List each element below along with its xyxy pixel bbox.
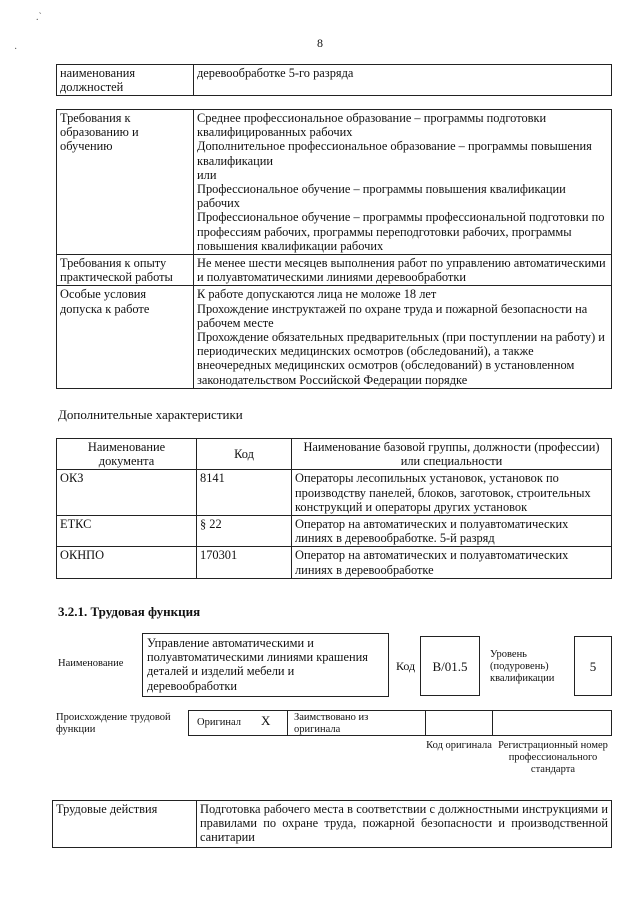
- table-row: [57, 65, 612, 96]
- column-header: Наименование документа: [57, 439, 197, 470]
- table-row: [57, 547, 612, 578]
- table-cell: Операторы лесопильных установок, установок по производству панелей, блоков, заготовок, строительных конструкций и операторы других установок: [292, 470, 612, 516]
- top-table-value: деревообработке 5-го разряда: [194, 65, 612, 96]
- original-mark: X: [261, 713, 271, 728]
- requirements-table: [56, 109, 612, 389]
- scan-mark: ·: [14, 44, 18, 55]
- table-cell: ЕТКС: [57, 516, 197, 547]
- code-original-caption: Код оригинала: [426, 740, 492, 751]
- registration-number-caption: Регистрационный номер профессионального стандарта: [498, 740, 608, 775]
- scan-mark: .`: [36, 12, 42, 23]
- function-heading: 3.2.1. Трудовая функция: [58, 604, 201, 619]
- origin-label: Происхождение трудовой функции: [56, 712, 171, 735]
- actions-table: [52, 800, 612, 848]
- qualification-level-box: [574, 636, 612, 696]
- text-line: Прохождение инструктажей по охране труда и пожарной безопасности на рабочем месте: [197, 301, 588, 330]
- table-cell: 170301: [197, 547, 292, 578]
- experience-label: Требования к опыту практической работы: [57, 255, 194, 286]
- origin-reg-cell: [492, 710, 612, 736]
- borrowed-label: Заимствовано из оригинала: [294, 712, 369, 735]
- qualification-level-label: Уровень (подуровень) квалификации: [490, 649, 555, 684]
- table-cell: § 22: [197, 516, 292, 547]
- table-row: [57, 255, 612, 286]
- table-row: [53, 801, 612, 848]
- code-box: [420, 636, 480, 696]
- additional-table: [56, 438, 612, 579]
- text-line: К работе допускаются лица не моложе 18 лет: [197, 287, 437, 302]
- experience-value: [194, 255, 612, 286]
- text-line: Прохождение обязательных предварительных (при поступлении на работу) и периодических медицинских осмотров (обследований), а также внеочередных медицинских осмотров (обследований) в установленном законодательством Российской Федерации порядке: [197, 330, 605, 387]
- admission-label: Особые условия допуска к работе: [57, 286, 194, 388]
- origin-code-cell: [425, 710, 493, 736]
- text-line: Дополнительное профессиональное образование – программы повышения квалификации: [197, 139, 592, 168]
- qualification-level-value: 5: [589, 659, 597, 674]
- original-label: Оригинал: [197, 717, 241, 728]
- function-name-box: [142, 633, 389, 697]
- text-line: Профессиональное обучение – программы профессиональной подготовки по профессиям рабочих, программы переподготовки рабочих, программы повышения квалификации рабочих: [197, 210, 605, 253]
- function-name-label: Наименование: [58, 658, 124, 669]
- text-line: Среднее профессиональное образование – программы подготовки квалифицированных рабочих: [197, 111, 547, 140]
- origin-original-cell: [188, 710, 288, 736]
- table-row: [57, 110, 612, 255]
- education-value: [194, 110, 612, 255]
- table-cell: ОКНПО: [57, 547, 197, 578]
- text-line: Профессиональное обучение – программы повышения квалификации рабочих: [197, 182, 566, 211]
- table-row: [57, 470, 612, 516]
- table-header-row: [57, 439, 612, 470]
- text-line: или: [197, 167, 217, 182]
- admission-value: [194, 286, 612, 388]
- code-value: B/01.5: [432, 659, 468, 674]
- function-name-value: Управление автоматическими и полуавтоматическими линиями крашения деталей и изделий мебели и деревообработки: [147, 636, 368, 693]
- actions-value: Подготовка рабочего места в соответствии с должностными инструкциями и правилами по охране труда, пожарной безопасности и производственной санитарии: [197, 801, 612, 848]
- table-row: [57, 516, 612, 547]
- column-header: Наименование базовой группы, должности (профессии) или специальности: [292, 439, 612, 470]
- additional-title: Дополнительные характеристики: [58, 407, 243, 422]
- top-table-label: наименования должностей: [57, 65, 194, 96]
- table-cell: 8141: [197, 470, 292, 516]
- column-header: Код: [197, 439, 292, 470]
- actions-label: Трудовые действия: [53, 801, 197, 848]
- education-label: Требования к образованию и обучению: [57, 110, 194, 255]
- text-line: Не менее шести месяцев выполнения работ по управлению автоматическими и полуавтоматическими линиями деревообработки: [197, 256, 606, 285]
- top-table: [56, 64, 612, 96]
- code-label: Код: [396, 659, 416, 673]
- table-cell: Оператор на автоматических и полуавтоматических линиях в деревообработке. 5-й разряд: [292, 516, 612, 547]
- page-number: 8: [317, 36, 323, 50]
- table-row: [57, 286, 612, 388]
- origin-borrowed-cell: [287, 710, 426, 736]
- table-cell: ОКЗ: [57, 470, 197, 516]
- table-cell: Оператор на автоматических и полуавтоматических линиях в деревообработке: [292, 547, 612, 578]
